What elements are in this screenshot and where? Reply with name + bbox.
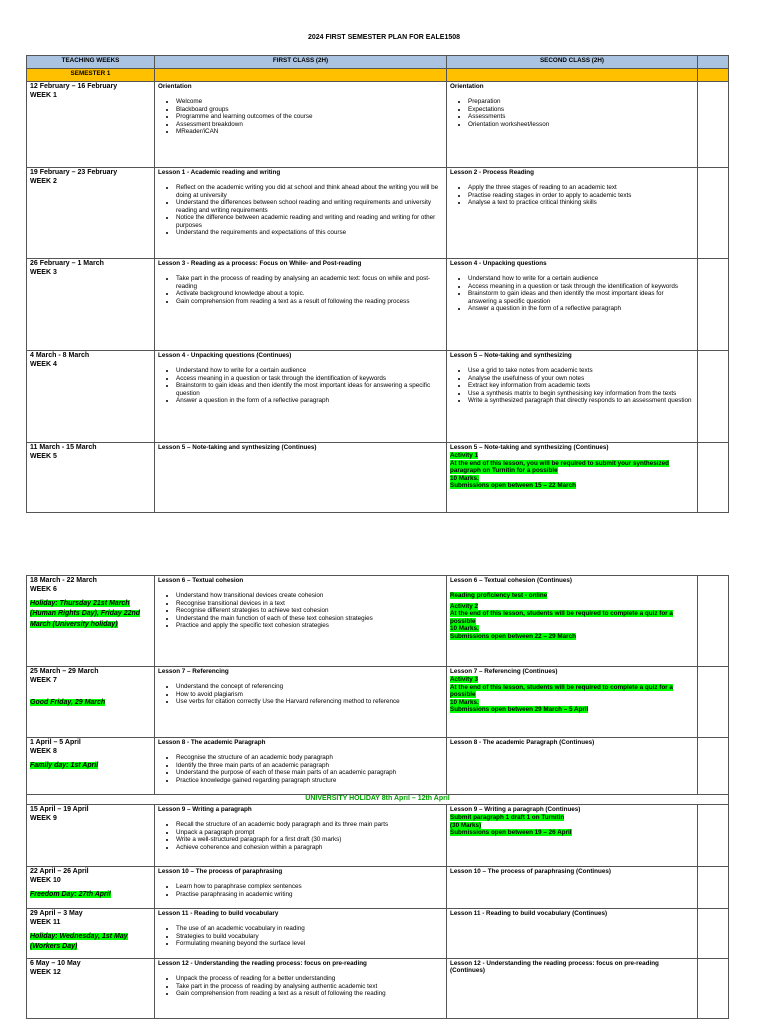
- week-number: WEEK 2: [30, 177, 57, 185]
- activity-line: Activity 1: [450, 452, 478, 460]
- list-item: • Understand how to write for a certain audience: [176, 367, 443, 374]
- lesson-title: Lesson 3 - Reading as a process: Focus on While- and Post-reading: [158, 260, 362, 267]
- objectives-list: [450, 367, 694, 404]
- list-item: • Unpack the process of reading for a better understanding: [176, 975, 443, 982]
- week-dates: 12 February – 16 February: [30, 83, 118, 90]
- holiday-note: Family day: 1st April: [30, 761, 99, 769]
- list-item: • Understand the main function of each of these text cohesion strategies: [176, 615, 443, 622]
- list-item: • Recognise transitional devices in a text: [176, 600, 443, 607]
- week-cell: [27, 351, 155, 443]
- list-item: • Write a well-structured paragraph for a first draft (30 marks): [176, 836, 443, 843]
- week-cell: [27, 443, 155, 513]
- second-class-cell: [447, 959, 698, 1019]
- list-item: • Unpack a paragraph prompt: [176, 829, 443, 836]
- objectives-list: [158, 683, 443, 705]
- activity-line: At the end of this lesson, students will be required to complete a quiz for a possible: [450, 610, 673, 625]
- list-item: • Access meaning in a question or task through the identification of keywords: [176, 375, 443, 382]
- list-item: • How to avoid plagiarism: [176, 691, 443, 698]
- objectives-list: [158, 367, 443, 404]
- lesson-title: Orientation: [158, 83, 192, 90]
- objectives-list: [158, 184, 443, 236]
- objectives-list: [158, 754, 443, 784]
- week-number: WEEK 9: [30, 814, 57, 822]
- first-class-cell: [155, 738, 447, 795]
- list-item: • Activate background knowledge about a topic.: [176, 290, 443, 297]
- second-class-cell: [447, 909, 698, 959]
- lesson-title: Lesson 5 – Note-taking and synthesizing: [450, 352, 572, 359]
- second-class-cell: [447, 168, 698, 259]
- list-item: • Analyse the usefulness of your own notes: [468, 375, 694, 382]
- col-header-teaching-weeks: TEACHING WEEKS: [27, 56, 155, 69]
- list-item: • Use verbs for citation correctly Use the Harvard referencing method to reference: [176, 698, 443, 705]
- list-item: • Formulating meaning beyond the surface level: [176, 940, 443, 947]
- holiday-note: Good Friday, 29 March: [30, 698, 106, 706]
- objectives-list: [158, 883, 443, 898]
- week-number: WEEK 4: [30, 360, 57, 368]
- list-item: • Take part in the process of reading by analysing authentic academic text: [176, 983, 443, 990]
- week-dates: 19 February – 23 February: [30, 169, 118, 176]
- list-item: • Gain comprehension from reading a text as a result of following the reading: [176, 990, 443, 997]
- week-row: [27, 443, 729, 513]
- list-item: • Identify the three main parts of an academic paragraph: [176, 762, 443, 769]
- activity-line: Submissions open between 22 – 29 March: [450, 632, 576, 640]
- week-cell: [27, 909, 155, 959]
- week-cell: [27, 738, 155, 795]
- activity-line: Activity 3: [450, 676, 478, 684]
- activity-block: [450, 676, 694, 713]
- activity-line: 10 Marks.: [450, 625, 479, 633]
- list-item: • Take part in the process of reading by analysing an academic text: focus on while and post-reading: [176, 275, 443, 290]
- list-item: • Apply the three stages of reading to an academic text: [468, 184, 694, 191]
- objectives-list: [158, 821, 443, 851]
- week-dates: 6 May – 10 May: [30, 960, 81, 967]
- week-row: [27, 351, 729, 443]
- col-header-extra: [698, 56, 729, 69]
- week-row: [27, 805, 729, 867]
- lesson-title: Lesson 9 – Writing a paragraph: [158, 806, 252, 813]
- week-row: [27, 168, 729, 259]
- lesson-title: Lesson 7 – Referencing: [158, 668, 229, 675]
- first-class-cell: [155, 259, 447, 351]
- objectives-list: [158, 98, 443, 135]
- week-dates: 18 March - 22 March: [30, 577, 97, 584]
- list-item: • Learn how to paraphrase complex sentences: [176, 883, 443, 890]
- list-item: • Brainstorm to gain ideas and then identify the most important ideas for answering a specific question: [468, 290, 694, 305]
- activity-line: Submit paragraph 1 draft 1 on Turnitin: [450, 814, 565, 822]
- activity-line: Submissions open between 19 – 26 April: [450, 829, 572, 837]
- list-item: • Brainstorm to gain ideas and then identify the most important ideas for answering a specific question: [176, 382, 443, 397]
- week-dates: 22 April – 26 April: [30, 868, 89, 875]
- page-title: 2024 FIRST SEMESTER PLAN FOR EALE1508: [307, 34, 461, 41]
- week-row: [27, 667, 729, 738]
- list-item: • Reflect on the academic writing you did at school and think ahead about the writing you will be doing at university: [176, 184, 443, 199]
- week-row: [27, 909, 729, 959]
- test-note: Reading proficiency test - online: [450, 592, 548, 600]
- lesson-title: Lesson 12 - Understanding the reading process: focus on pre-reading (Continues): [450, 960, 659, 975]
- list-item: • Practise paraphrasing in academic writing: [176, 891, 443, 898]
- objectives-list: [450, 275, 694, 312]
- list-item: • Answer a question in the form of a reflective paragraph: [176, 397, 443, 404]
- objectives-list: [450, 184, 694, 206]
- university-holiday-row: [27, 795, 729, 805]
- activity-line: (30 Marks): [450, 821, 482, 829]
- week-dates: 15 April – 19 April: [30, 806, 89, 813]
- list-item: • Recall the structure of an academic body paragraph and its three main parts: [176, 821, 443, 828]
- activity-line: Submissions open between 29 March – 5 April: [450, 706, 589, 714]
- week-dates: 4 March - 8 March: [30, 352, 90, 359]
- week-cell: [27, 959, 155, 1019]
- holiday-note: Holiday: Wednesday, 1st May (Workers Day): [30, 932, 128, 950]
- week-dates: 29 April – 3 May: [30, 910, 83, 917]
- week-number: WEEK 7: [30, 676, 57, 684]
- list-item: • Achieve coherence and cohesion within a paragraph: [176, 844, 443, 851]
- first-class-cell: [155, 351, 447, 443]
- semester-row: [27, 69, 729, 82]
- objectives-list: [158, 925, 443, 947]
- activity-line: 10 Marks.: [450, 698, 479, 706]
- second-class-cell: [447, 805, 698, 867]
- first-class-cell: [155, 667, 447, 738]
- list-item: • Understand the purpose of each of these main parts of an academic paragraph: [176, 769, 443, 776]
- list-item: • Use a synthesis matrix to begin synthesising key information from the texts: [468, 390, 694, 397]
- activity-line: Submissions open between 15 – 22 March: [450, 482, 576, 490]
- holiday-note: Holiday: Thursday 21st March (Human Rights Day), Friday 22nd March (University holiday): [30, 599, 141, 628]
- second-class-cell: [447, 738, 698, 795]
- university-holiday-label: UNIVERSITY HOLIDAY 8th April – 12th April: [27, 795, 729, 805]
- week-row: [27, 738, 729, 795]
- lesson-title: Lesson 8 - The academic Paragraph (Continues): [450, 739, 595, 746]
- second-class-cell: [447, 667, 698, 738]
- first-class-cell: [155, 443, 447, 513]
- week-cell: [27, 805, 155, 867]
- list-item: • Practise reading stages in order to apply to academic texts: [468, 192, 694, 199]
- semester-label: SEMESTER 1: [27, 69, 155, 82]
- holiday-note: Freedom Day: 27th April: [30, 890, 111, 898]
- week-cell: [27, 259, 155, 351]
- list-item: • Analyse a text to practice critical thinking skills: [468, 199, 694, 206]
- semester-plan-table-part-1: [26, 55, 729, 513]
- activity-line: 10 Marks.: [450, 474, 479, 482]
- activity-block: [450, 603, 694, 640]
- lesson-title: Lesson 4 - Unpacking questions: [450, 260, 547, 267]
- lesson-title: Lesson 8 - The academic Paragraph: [158, 739, 266, 746]
- lesson-title: Lesson 4 - Unpacking questions (Continues): [158, 352, 292, 359]
- second-class-cell: [447, 82, 698, 168]
- week-dates: 1 April – 5 April: [30, 739, 81, 746]
- week-number: WEEK 10: [30, 876, 61, 884]
- week-dates: 26 February – 1 March: [30, 260, 104, 267]
- objectives-list: [450, 98, 694, 128]
- first-class-cell: [155, 805, 447, 867]
- list-item: • Orientation worksheet/lesson: [468, 121, 694, 128]
- activity-block: [450, 452, 694, 489]
- list-item: • Understand the differences between school reading and writing requirements and university reading and writing requirements: [176, 199, 443, 214]
- list-item: • MReader/iCAN: [176, 128, 443, 135]
- list-item: • Assessments: [468, 113, 694, 120]
- first-class-cell: [155, 82, 447, 168]
- first-class-cell: [155, 959, 447, 1019]
- table-header-row: [27, 56, 729, 69]
- list-item: • Recognise the structure of an academic body paragraph: [176, 754, 443, 761]
- objectives-list: [158, 275, 443, 305]
- lesson-title: Lesson 1 - Academic reading and writing: [158, 169, 281, 176]
- lesson-title: Lesson 5 – Note-taking and synthesizing (Continues): [450, 444, 609, 451]
- week-cell: [27, 667, 155, 738]
- list-item: • Understand the concept of referencing: [176, 683, 443, 690]
- list-item: • Extract key information from academic texts: [468, 382, 694, 389]
- list-item: • Strategies to build vocabulary: [176, 933, 443, 940]
- lesson-title: Orientation: [450, 83, 484, 90]
- lesson-title: Lesson 2 - Process Reading: [450, 169, 534, 176]
- week-row: [27, 82, 729, 168]
- lesson-title: Lesson 5 – Note-taking and synthesizing (Continues): [158, 444, 317, 451]
- list-item: • Answer a question in the form of a reflective paragraph: [468, 305, 694, 312]
- lesson-title: Lesson 6 – Textual cohesion (Continues): [450, 577, 572, 584]
- first-class-cell: [155, 909, 447, 959]
- activity-line: At the end of this lesson, students will be required to complete a quiz for a possible: [450, 683, 673, 699]
- activity-line: Activity 2: [450, 602, 478, 610]
- lesson-title: Lesson 12 - Understanding the reading process: focus on pre-reading: [158, 960, 367, 967]
- list-item: • Practice and apply the specific text cohesion strategies: [176, 622, 443, 629]
- week-number: WEEK 11: [30, 918, 61, 926]
- list-item: • The use of an academic vocabulary in reading: [176, 925, 443, 932]
- second-class-cell: [447, 576, 698, 667]
- week-number: WEEK 6: [30, 585, 57, 593]
- semester-plan-table-part-2: [26, 575, 729, 1019]
- list-item: • Notice the difference between academic reading and writing and reading and writing for other purposes: [176, 214, 443, 229]
- week-dates: 25 March – 29 March: [30, 668, 99, 675]
- lesson-title: Lesson 9 – Writing a paragraph (Continues): [450, 806, 581, 813]
- week-row: [27, 959, 729, 1019]
- first-class-cell: [155, 576, 447, 667]
- objectives-list: [158, 975, 443, 997]
- list-item: • Understand the requirements and expectations of this course: [176, 229, 443, 236]
- week-cell: [27, 82, 155, 168]
- lesson-title: Lesson 11 - Reading to build vocabulary: [158, 910, 279, 917]
- lesson-title: Lesson 6 – Textual cohesion: [158, 577, 244, 584]
- first-class-cell: [155, 867, 447, 909]
- second-class-cell: [447, 867, 698, 909]
- list-item: • Programme and learning outcomes of the course: [176, 113, 443, 120]
- week-cell: [27, 168, 155, 259]
- second-class-cell: [447, 351, 698, 443]
- week-row: [27, 867, 729, 909]
- list-item: • Expectations: [468, 106, 694, 113]
- lesson-title: Lesson 7 – Referencing (Continues): [450, 668, 558, 675]
- list-item: • Understand how transitional devices create cohesion: [176, 592, 443, 599]
- week-number: WEEK 1: [30, 91, 57, 99]
- week-number: WEEK 8: [30, 747, 57, 755]
- lesson-title: Lesson 10 – The process of paraphrasing (Continues): [450, 868, 611, 875]
- list-item: • Use a grid to take notes from academic texts: [468, 367, 694, 374]
- list-item: • Access meaning in a question or task through the identification of keywords: [468, 283, 694, 290]
- list-item: • Understand how to write for a certain audience: [468, 275, 694, 282]
- lesson-title: Lesson 11 - Reading to build vocabulary (Continues): [450, 910, 608, 917]
- week-row: [27, 576, 729, 667]
- list-item: • Blackboard groups: [176, 106, 443, 113]
- col-header-first-class: FIRST CLASS (2H): [155, 56, 447, 69]
- activity-block: [450, 814, 694, 836]
- list-item: • Preparation: [468, 98, 694, 105]
- week-cell: [27, 576, 155, 667]
- col-header-second-class: SECOND CLASS (2H): [447, 56, 698, 69]
- first-class-cell: [155, 168, 447, 259]
- week-row: [27, 259, 729, 351]
- second-class-cell: [447, 443, 698, 513]
- list-item: • Gain comprehension from reading a text as a result of following the reading process: [176, 298, 443, 305]
- week-number: WEEK 3: [30, 268, 57, 276]
- week-number: WEEK 12: [30, 968, 61, 976]
- lesson-title: Lesson 10 – The process of paraphrasing: [158, 868, 283, 875]
- activity-line: At the end of this lesson, you will be required to submit your synthesized paragraph on Turnitin for a possible: [450, 459, 670, 475]
- list-item: • Recognise different strategies to achieve text cohesion: [176, 607, 443, 614]
- list-item: • Practice knowledge gained regarding paragraph structure: [176, 777, 443, 784]
- objectives-list: [158, 592, 443, 629]
- second-class-cell: [447, 259, 698, 351]
- week-cell: [27, 867, 155, 909]
- list-item: • Assessment breakdown: [176, 121, 443, 128]
- list-item: • Welcome: [176, 98, 443, 105]
- week-dates: 11 March - 15 March: [30, 444, 97, 451]
- week-number: WEEK 5: [30, 452, 57, 460]
- list-item: • Write a synthesized paragraph that directly responds to an assessment question: [468, 397, 694, 404]
